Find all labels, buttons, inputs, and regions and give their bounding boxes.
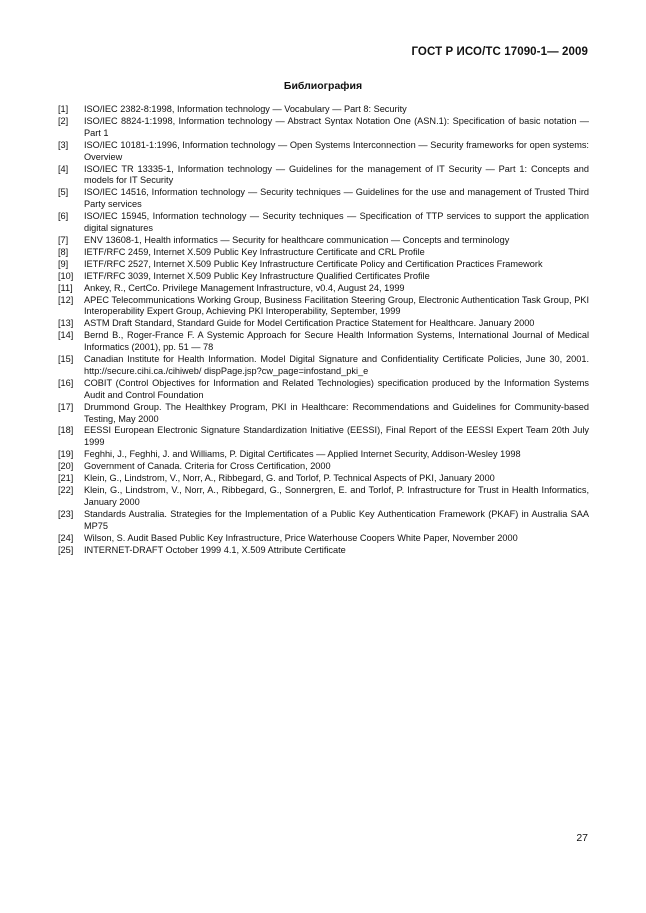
reference-number: [12] <box>58 294 74 305</box>
document-standard-code: ГОСТ Р ИСО/ТС 17090-1— 2009 <box>411 46 588 58</box>
reference-text: APEC Telecommunications Working Group, Business Facilitation Steering Group, Electronic Authentication Task Group, PKI Interoperability Expert Group, Achieving PKI Interoperability, September, 1999 <box>84 294 589 317</box>
reference-item <box>58 533 589 545</box>
reference-item <box>58 187 589 211</box>
reference-item <box>58 354 589 378</box>
reference-number: [10] <box>58 270 74 281</box>
reference-text: INTERNET-DRAFT October 1999 4.1, X.509 Attribute Certificate <box>84 544 346 555</box>
reference-text: ASTM Draft Standard, Standard Guide for Model Certification Practice Statement for Healthcare. January 2000 <box>84 318 535 329</box>
reference-text: IETF/RFC 2459, Internet X.509 Public Key Infrastructure Certificate and CRL Profile <box>84 246 425 257</box>
reference-text: Klein, G., Lindstrom, V., Norr, A., Ribbegard, G., Sonnergren, E. and Torlof, P. Infrastructure for Trust in Health Informatics, January 2000 <box>84 485 589 507</box>
reference-number: [17] <box>58 401 74 412</box>
reference-number: [19] <box>58 449 74 460</box>
reference-item <box>58 485 589 509</box>
reference-text: Bernd B., Roger-France F. A Systemic Approach for Secure Health Information Systems, International Journal of Medical Informatics (2001), pp. 51 — 78 <box>84 330 589 353</box>
reference-item <box>58 449 589 461</box>
reference-number: [1] <box>58 104 69 114</box>
reference-item <box>58 104 589 116</box>
reference-item <box>58 283 589 295</box>
reference-item <box>58 295 589 319</box>
reference-item <box>58 140 589 164</box>
reference-item <box>58 247 589 259</box>
reference-item <box>58 461 589 473</box>
reference-number: [22] <box>58 485 74 495</box>
reference-number: [25] <box>58 544 74 555</box>
reference-text: Canadian Institute for Health Information. Model Digital Signature and Confidentiality Certificate Policies, June 30, 2001. http://secure.cihi.ca./cihiweb/ dispPage.jsp?cw_page=infostand_pki_e <box>84 354 589 376</box>
reference-number: [4] <box>58 163 69 174</box>
reference-text: ISO/IEC 8824-1:1998, Information technology — Abstract Syntax Notation One (ASN.1): Specification of basic notation — Part 1 <box>84 115 589 138</box>
reference-number: [16] <box>58 377 74 388</box>
reference-text: ISO/IEC 14516, Information technology — Security techniques — Guidelines for the use and management of Trusted Third Party services <box>84 187 589 210</box>
reference-text: ISO/IEC 2382-8:1998, Information technology — Vocabulary — Part 8: Security <box>84 104 407 114</box>
reference-number: [13] <box>58 318 74 329</box>
reference-text: IETF/RFC 2527, Internet X.509 Public Key Infrastructure Certificate Policy and Certification Practices Framework <box>84 258 543 269</box>
reference-text: ISO/IEC TR 13335-1, Information technology — Guidelines for the management of IT Security — Part 1: Concepts and models for IT Security <box>84 163 589 186</box>
reference-item <box>58 211 589 235</box>
reference-text: COBIT (Control Objectives for Information and Related Technologies) specification produced by the Information Systems Audit and Control Foundation <box>84 377 589 400</box>
reference-item <box>58 378 589 402</box>
reference-text: Ankey, R., CertCo. Privilege Management Infrastructure, v0.4, August 24, 1999 <box>84 282 405 293</box>
reference-number: [14] <box>58 330 74 341</box>
reference-number: [9] <box>58 258 69 269</box>
reference-item <box>58 425 589 449</box>
reference-item <box>58 473 589 485</box>
reference-number: [15] <box>58 354 74 365</box>
reference-text: Klein, G., Lindstrom, V., Norr, A., Ribbegard, G. and Torlof, P. Technical Aspects of PKI, January 2000 <box>84 473 495 484</box>
reference-text: ISO/IEC 10181-1:1996, Information technology — Open Systems Interconnection — Security frameworks for open systems: Overview <box>84 139 589 162</box>
reference-text: Government of Canada. Criteria for Cross Certification, 2000 <box>84 461 331 472</box>
reference-text: EESSI European Electronic Signature Standardization Initiative (EESSI), Final Report of the EESSI Expert Team 20th July 1999 <box>84 425 589 448</box>
reference-item <box>58 259 589 271</box>
reference-item <box>58 235 589 247</box>
reference-text: ISO/IEC 15945, Information technology — Security techniques — Specification of TTP services to support the application digital signatures <box>84 211 589 234</box>
reference-text: ENV 13608-1, Health informatics — Security for healthcare communication — Concepts and terminology <box>84 234 510 245</box>
reference-item <box>58 271 589 283</box>
page-number: 27 <box>576 832 588 844</box>
reference-number: [2] <box>58 115 69 126</box>
reference-number: [21] <box>58 473 74 484</box>
reference-text: Standards Australia. Strategies for the Implementation of a Public Key Authentication Framework (PKAF) in Australia SAA MP75 <box>84 508 589 531</box>
reference-item <box>58 402 589 426</box>
reference-item <box>58 164 589 188</box>
reference-item <box>58 545 589 557</box>
bibliography-list <box>58 104 589 556</box>
reference-number: [18] <box>58 425 74 436</box>
reference-number: [3] <box>58 139 69 150</box>
reference-number: [6] <box>58 211 69 222</box>
reference-text: Feghhi, J., Feghhi, J. and Williams, P. Digital Certificates — Applied Internet Security, Addison-Wesley 1998 <box>84 449 521 460</box>
reference-number: [23] <box>58 508 74 519</box>
reference-number: [20] <box>58 461 74 472</box>
reference-number: [8] <box>58 246 69 257</box>
reference-text: Drummond Group. The Healthkey Program, PKI in Healthcare: Recommendations and Guidelines for Community-based Testing, May 2000 <box>84 401 589 424</box>
reference-item <box>58 318 589 330</box>
reference-number: [5] <box>58 187 69 198</box>
reference-item <box>58 330 589 354</box>
reference-number: [7] <box>58 234 69 245</box>
reference-item <box>58 509 589 533</box>
reference-item <box>58 116 589 140</box>
bibliography-title: Библиография <box>283 80 363 92</box>
reference-text: Wilson, S. Audit Based Public Key Infrastructure, Price Waterhouse Coopers White Paper, November 2000 <box>84 532 518 543</box>
reference-text: IETF/RFC 3039, Internet X.509 Public Key Infrastructure Qualified Certificates Profile <box>84 270 430 281</box>
reference-number: [24] <box>58 532 74 543</box>
reference-number: [11] <box>58 282 73 293</box>
